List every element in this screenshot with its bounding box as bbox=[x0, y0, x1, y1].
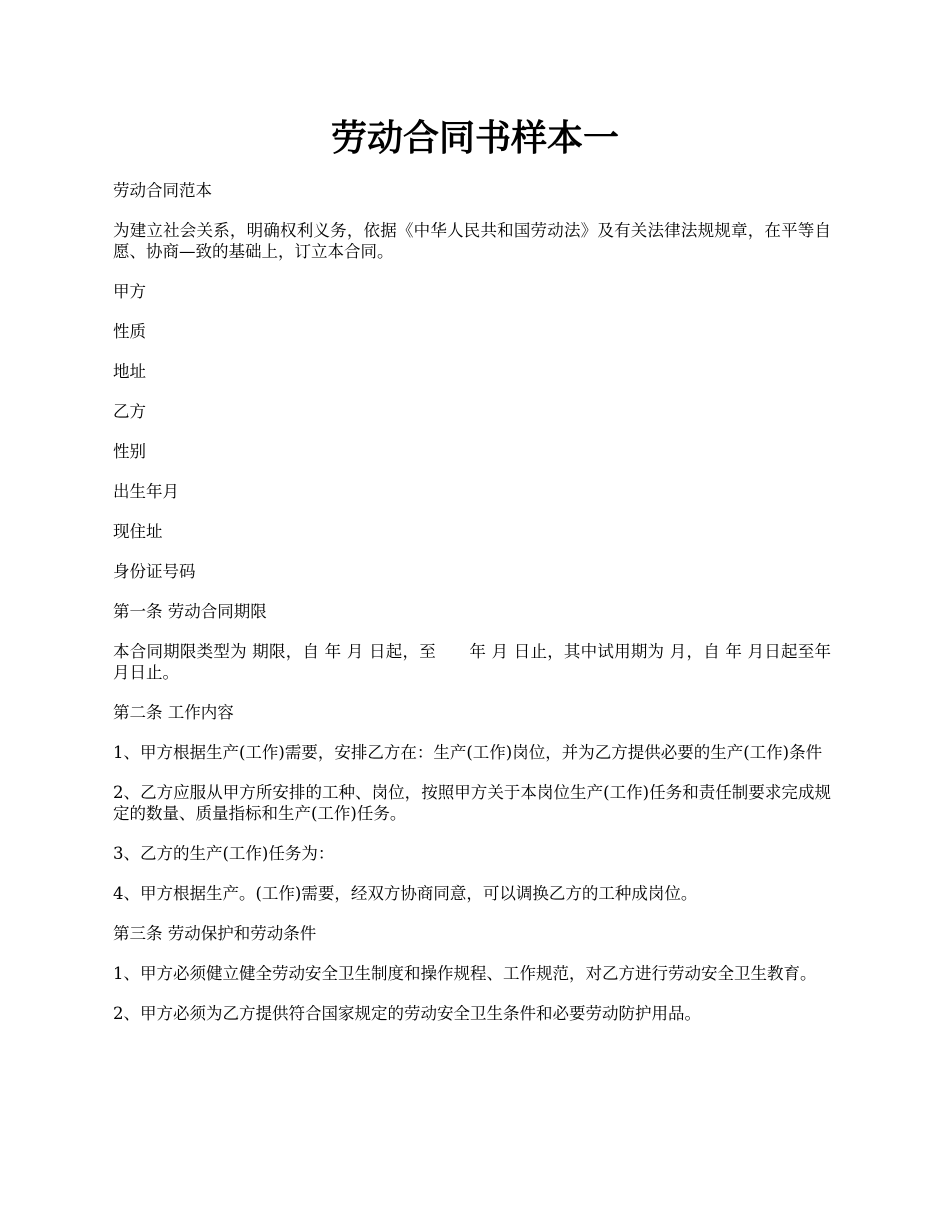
field-nature: 性质 bbox=[113, 322, 146, 341]
field-id-number: 身份证号码 bbox=[113, 562, 196, 581]
article-2-item-2: 2、乙方应服从甲方所安排的工种、岗位，按照甲方关于本岗位生产(工作)任务和责任制要求完成规定的数量、质量指标和生产(工作)任务。 bbox=[113, 783, 831, 823]
field-party-b: 乙方 bbox=[113, 402, 146, 421]
paragraph-contract-template: 劳动合同范本 bbox=[113, 181, 212, 200]
field-birth-date: 出生年月 bbox=[113, 482, 179, 501]
article-2-item-4: 4、甲方根据生产。(工作)需要，经双方协商同意，可以调换乙方的工种成岗位。 bbox=[113, 884, 698, 903]
field-current-address: 现住址 bbox=[113, 522, 163, 541]
paragraph-preamble: 为建立社会关系，明确权利义务，依据《中华人民共和国劳动法》及有关法律法规规章，在平等自愿、协商—致的基础上，订立本合同。 bbox=[113, 221, 831, 261]
field-gender: 性别 bbox=[113, 442, 146, 461]
article-3-heading: 第三条 劳动保护和劳动条件 bbox=[113, 924, 317, 943]
article-2-heading: 第二条 工作内容 bbox=[113, 703, 234, 722]
document-title: 劳动合同书样本一 bbox=[330, 117, 619, 159]
article-3-item-2: 2、甲方必须为乙方提供符合国家规定的劳动安全卫生条件和必要劳动防护用品。 bbox=[113, 1004, 701, 1023]
field-party-a: 甲方 bbox=[113, 282, 146, 301]
article-1-term-paragraph: 本合同期限类型为 期限，自 年 月 日起，至 年 月 日止，其中试用期为 月，自 年 月日起至年月日止。 bbox=[113, 642, 831, 682]
article-1-heading: 第一条 劳动合同期限 bbox=[113, 602, 267, 621]
article-2-item-3: 3、乙方的生产(工作)任务为： bbox=[113, 844, 335, 863]
document-body bbox=[113, 180, 831, 1043]
field-address: 地址 bbox=[113, 362, 146, 381]
article-3-item-1: 1、甲方必须健立健全劳动安全卫生制度和操作规程、工作规范，对乙方进行劳动安全卫生教育。 bbox=[113, 964, 817, 983]
article-2-item-1: 1、甲方根据生产(工作)需要，安排乙方在：生产(工作)岗位，并为乙方提供必要的生产(工作)条件 bbox=[113, 743, 823, 762]
